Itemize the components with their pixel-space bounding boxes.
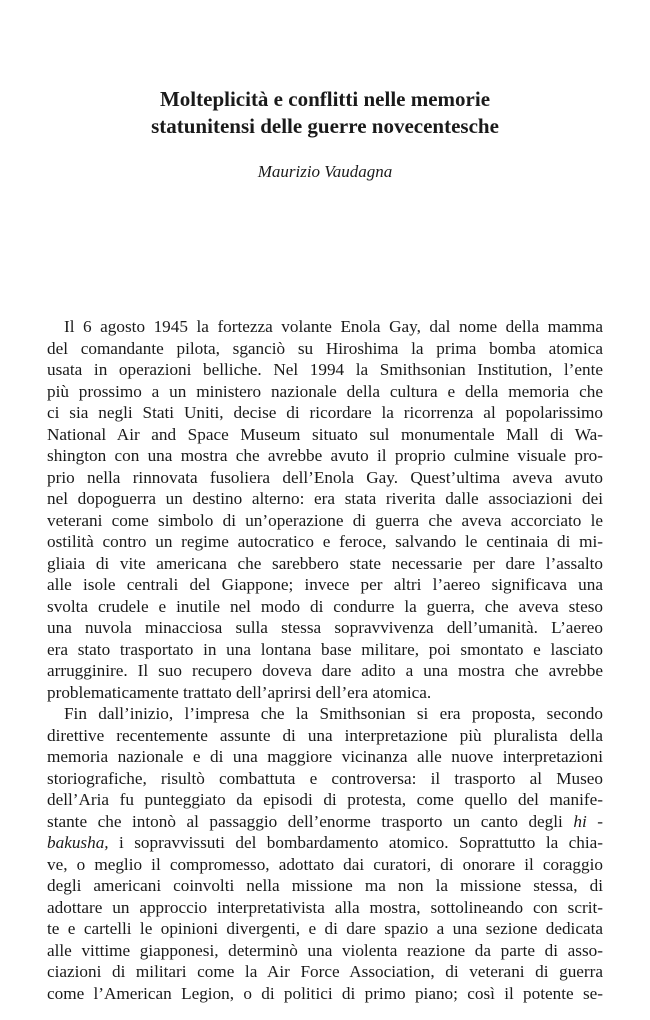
body-line: una nuvola minacciosa sulla stessa sopravvivenza dell’umanità. L’aereo	[47, 618, 603, 637]
body-line: te e cartelli le opinioni divergenti, e di dare spazio a una sezione dedicata	[47, 919, 603, 938]
italic-term: hi -	[573, 811, 604, 831]
body-line: nel dopoguerra un destino alterno: era stata riverita dalle associazioni dei	[47, 489, 603, 508]
body-line: National Air and Space Museum situato sul monumentale Mall di Wa-	[47, 424, 603, 444]
body-line: adottare un approccio interpretativista alla mostra, sottolineando con scrit-	[47, 897, 603, 917]
body-text-segment: stante che intonò al passaggio dell’enorme trasporto un canto degli	[47, 811, 563, 831]
body-line: usata in operazioni belliche. Nel 1994 la Smithsonian Institution, l’ente	[47, 360, 603, 379]
body-line: gliaia di vite americana che sarebbero state necessarie per dare l’assalto	[47, 553, 603, 573]
body-line: del comandante pilota, sganciò su Hiroshima la prima bomba atomica	[47, 338, 603, 358]
body-line: ve, o meglio il compromesso, adottato dai curatori, di onorare il coraggio	[47, 854, 603, 874]
body-line: Il 6 agosto 1945 la fortezza volante Enola Gay, dal nome della mamma	[64, 317, 603, 336]
body-line: ciazioni di militari come la Air Force Association, di veterani di guerra	[47, 962, 603, 981]
body-line: direttive recentemente assunte di una interpretazione più pluralista della	[47, 725, 603, 745]
body-line: veterani come simbolo di un’operazione di guerra che aveva accorciato le	[47, 510, 603, 530]
title-line-1: Molteplicità e conflitti nelle memorie	[159, 87, 491, 111]
body-line: ostilità contro un regime autocratico e feroce, salvando le centinaia di mi-	[47, 532, 603, 551]
body-line: memoria nazionale e di una maggiore vicinanza alle nuove interpretazioni	[47, 747, 603, 766]
italic-term: bakusha,	[47, 833, 109, 852]
article-body	[47, 316, 603, 1004]
title-line-2: statunitensi delle guerre novecentesche	[151, 114, 499, 138]
body-line: degli americani coinvolti nella missione ma non la missione stessa, di	[47, 876, 603, 895]
body-line: dell’Aria fu punteggiato da episodi di protesta, come quello del manife-	[47, 790, 603, 809]
body-line: prio nella rinnovata fusoliera dell’Enola Gay. Quest’ultima aveva avuto	[47, 467, 603, 487]
body-line	[47, 832, 603, 854]
article-title	[0, 86, 650, 140]
body-line: era stato trasportato in una lontana base militare, poi smontato e lasciato	[47, 639, 603, 659]
body-line: alle vittime giapponesi, determinò una violenta reazione da parte di asso-	[47, 940, 603, 960]
body-line: Fin dall’inizio, l’impresa che la Smithsonian si era proposta, secondo	[64, 704, 603, 723]
body-line: storiografiche, risultò combattuta e controversa: il trasporto al Museo	[47, 768, 603, 788]
body-line: come l’American Legion, o di politici di primo piano; così il potente se-	[47, 983, 603, 1003]
body-line: più prossimo a un ministero nazionale della cultura e della memoria che	[47, 381, 603, 401]
article-author: Maurizio Vaudagna	[257, 162, 393, 181]
body-line	[47, 811, 603, 833]
body-line: arrugginire. Il suo recupero doveva dare adito a una mostra che avrebbe	[47, 661, 603, 680]
body-line: alle isole centrali del Giappone; invece per altri l’aereo significava una	[47, 575, 603, 594]
body-text-segment: i sopravvissuti del bombardamento atomico. Soprattutto la chia-	[119, 833, 603, 852]
body-line: shington con una mostra che avrebbe avuto il proprio culmine visuale pro-	[47, 446, 603, 465]
body-line: problematicamente trattato dell’aprirsi dell’era atomica.	[47, 682, 432, 702]
body-line: ci sia negli Stati Uniti, decise di ricordare la ricorrenza al popolarissimo	[47, 403, 603, 422]
body-line: svolta crudele e inutile nel modo di condurre la guerra, che aveva steso	[47, 596, 603, 616]
